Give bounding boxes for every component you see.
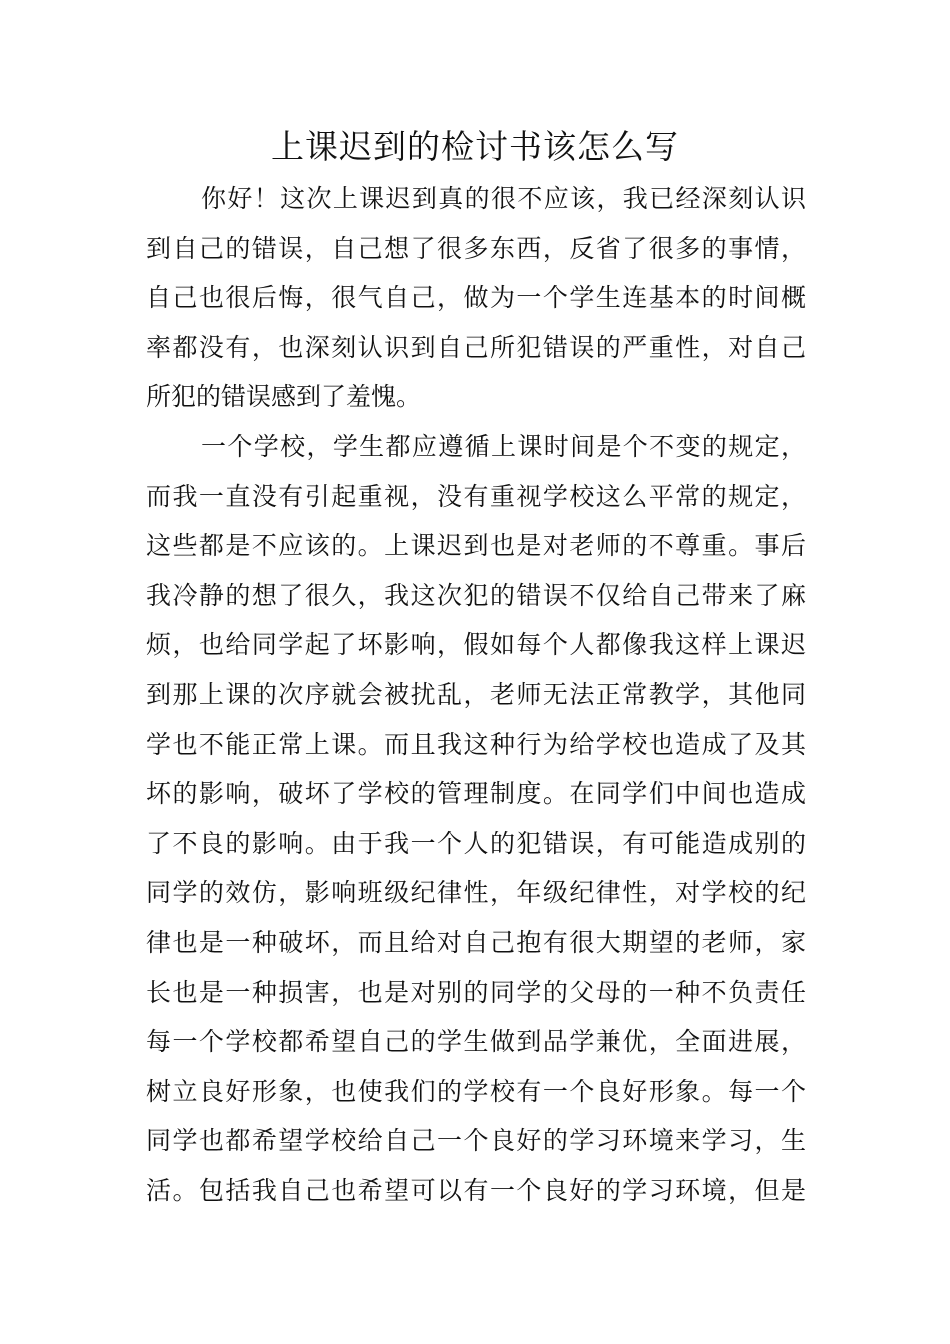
paragraph-2-line-8: 坏的影响，破坏了学校的管理制度。在同学们中间也造成 (146, 779, 806, 809)
paragraph-1-line-3: 自己也很后悔，很气自己，做为一个学生连基本的时间概 (146, 283, 806, 313)
paragraph-2-line-10: 同学的效仿，影响班级纪律性，年级纪律性，对学校的纪 (146, 878, 806, 908)
paragraph-2-line-3: 这些都是不应该的。上课迟到也是对老师的不尊重。事后 (146, 531, 806, 561)
paragraph-2-line-12: 长也是一种损害，也是对别的同学的父母的一种不负责任 (146, 977, 806, 1007)
paragraph-2-line-9: 了不良的影响。由于我一个人的犯错误，有可能造成别的 (146, 828, 806, 858)
paragraph-2-line-11: 律也是一种破坏，而且给对自己抱有很大期望的老师，家 (146, 927, 806, 957)
paragraph-2-line-16: 活。包括我自己也希望可以有一个良好的学习环境，但是 (146, 1175, 806, 1205)
document-body (146, 174, 806, 1215)
paragraph-2-line-4: 我冷静的想了很久，我这次犯的错误不仅给自己带来了麻 (146, 580, 806, 610)
paragraph-1-line-4: 率都没有，也深刻认识到自己所犯错误的严重性，对自己 (146, 332, 806, 362)
paragraph-2-line-13: 每一个学校都希望自己的学生做到品学兼优，全面进展， (146, 1027, 806, 1057)
paragraph-2-line-5: 烦，也给同学起了坏影响，假如每个人都像我这样上课迟 (146, 630, 806, 660)
paragraph-2-line-1: 一个学校，学生都应遵循上课时间是个不变的规定， (201, 431, 806, 461)
paragraph-2-line-7: 学也不能正常上课。而且我这种行为给学校也造成了及其 (146, 729, 806, 759)
paragraph-1-line-2: 到自己的错误，自己想了很多东西，反省了很多的事情， (146, 233, 806, 263)
paragraph-1-line-5: 所犯的错误感到了羞愧。 (146, 382, 422, 412)
paragraph-2-line-15: 同学也都希望学校给自己一个良好的学习环境来学习，生 (146, 1126, 806, 1156)
paragraph-1-line-1: 你好！这次上课迟到真的很不应该，我已经深刻认识 (201, 184, 806, 213)
paragraph-2-line-2: 而我一直没有引起重视，没有重视学校这么平常的规定， (146, 481, 806, 511)
paragraph-2-line-14: 树立良好形象，也使我们的学校有一个良好形象。每一个 (146, 1076, 806, 1106)
document-title: 上课迟到的检讨书该怎么写 (271, 127, 679, 166)
paragraph-2-line-6: 到那上课的次序就会被扰乱，老师无法正常教学，其他同 (146, 679, 806, 709)
